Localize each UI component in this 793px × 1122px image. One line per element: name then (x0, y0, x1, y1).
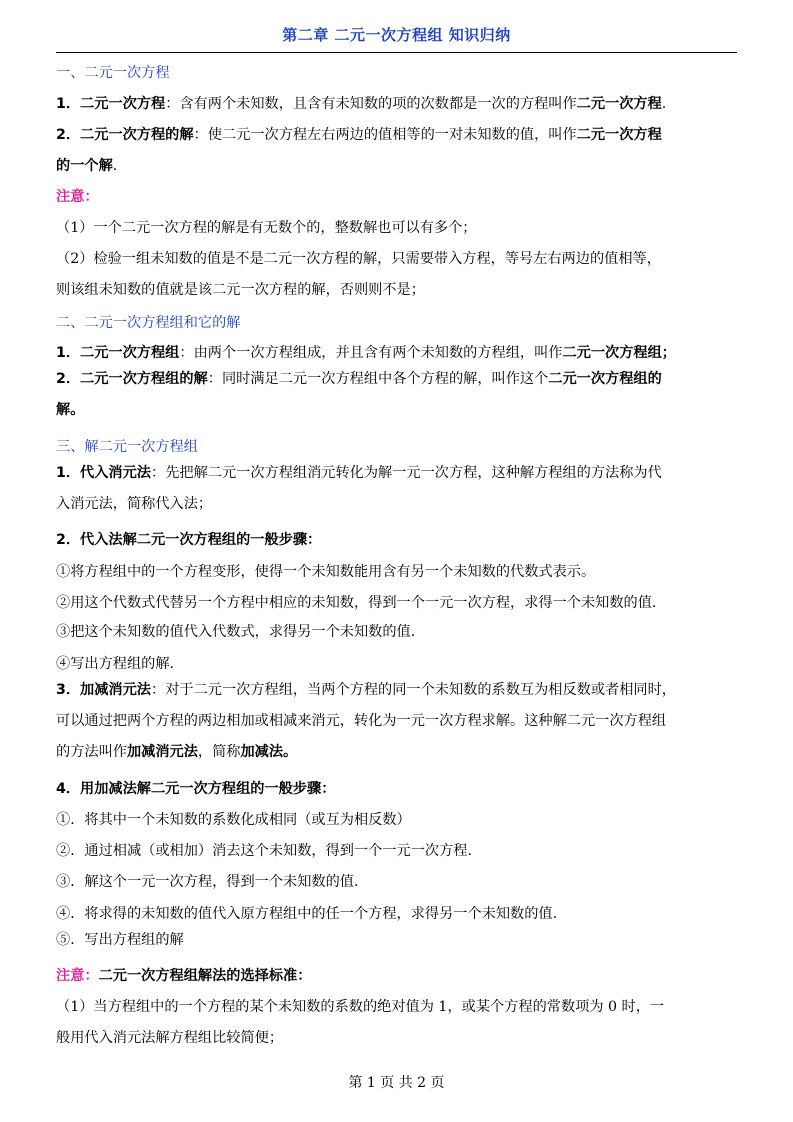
s1-p1-term: 二元一次方程 (576, 96, 662, 112)
s1-p2-end: . (112, 158, 118, 174)
s2-p2 (56, 369, 738, 389)
s3-p4-label (56, 779, 738, 799)
section-2-heading: 二、二元一次方程组和它的解 (56, 315, 241, 331)
s2-p2-cont (56, 400, 738, 420)
s3-p3-text-c: 的方法叫作 (56, 744, 127, 760)
s1-p1 (56, 94, 738, 114)
s1-p2-term1: 二元一次方程 (576, 127, 662, 143)
s3-step2-1: ①．将其中一个未知数的系数化成相同（或互为相反数） (56, 812, 411, 828)
s3-step1-3: ③把这个未知数的值代入代数式，求得另一个未知数的值. (56, 624, 416, 640)
s3-p3-mid: ，简称 (197, 744, 241, 760)
s1-p2-term2: 的一个解 (56, 158, 113, 174)
s2-p2-term2: 解。 (56, 402, 85, 418)
s1-p1-end: . (661, 96, 667, 112)
s1-note-label: 注意： (56, 189, 99, 205)
s3-p1-cont: 入消元法，简称代入法； (56, 496, 213, 512)
s1-note-2b: 则该组未知数的值就是该二元一次方程的解，否则则不是； (56, 282, 425, 298)
s3-note-title: 二元一次方程组解法的选择标准： (98, 968, 312, 984)
s3-p2-label-text: 2．代入法解二元一次方程组的一般步骤： (56, 532, 322, 548)
s3-p3-term1: 加减消元法 (126, 744, 198, 760)
s1-p2-text: ：使二元一次方程左右两边的值相等的一对未知数的值，叫作 (193, 127, 577, 143)
s3-note-label: 注意： (56, 968, 99, 984)
s2-p1-label: 1．二元一次方程组 (56, 345, 180, 361)
section-1-heading: 一、二元一次方程 (56, 65, 170, 81)
s3-p2-label (56, 530, 738, 550)
s3-step2-3: ③．解这个一元一次方程，得到一个未知数的值. (56, 874, 359, 890)
s3-p3-line3 (56, 742, 738, 762)
s1-p2 (56, 125, 738, 145)
s2-p2-text: ：同时满足二元一次方程组中各个方程的解，叫作这个 (207, 371, 549, 387)
s2-p2-label: 2．二元一次方程组的解 (56, 371, 208, 387)
s3-p1 (56, 463, 738, 483)
s3-p1-label: 1．代入消元法 (56, 465, 151, 481)
s1-p2-label: 2．二元一次方程的解 (56, 127, 194, 143)
s3-p3-label: 3．加减消元法 (56, 682, 151, 698)
s3-p4-label-text: 4．用加减法解二元一次方程组的一般步骤： (56, 781, 336, 797)
s3-step2-5: ⑤．写出方程组的解 (56, 932, 184, 948)
s3-p1-text-a: ：先把解二元一次方程组消元转化为解一元一次方程，这种解方程组的方法称为代 (151, 465, 662, 481)
s1-p2-cont (56, 156, 738, 176)
s3-step1-4: ④写出方程组的解. (56, 656, 175, 672)
s3-step1-1: ①将方程组中的一个方程变形，使得一个未知数能用含有另一个未知数的代数式表示。 (56, 564, 596, 580)
s1-note-1: （1）一个二元一次方程的解是有无数个的，整数解也可以有多个； (56, 220, 477, 236)
s3-step2-2: ②．通过相减（或相加）消去这个未知数，得到一个一元一次方程. (56, 843, 472, 859)
s1-p1-label: 1．二元一次方程 (56, 96, 166, 112)
s3-p3-line2: 可以通过把两个方程的两边相加或相减来消元，转化为一元一次方程求解。这种解二元一次方程组 (56, 713, 667, 729)
s3-step2-4: ④．将求得的未知数的值代入原方程组中的任一个方程，求得另一个未知数的值. (56, 906, 558, 922)
s1-p1-text: ：含有两个未知数，且含有未知数的项的次数都是一次的方程叫作 (165, 96, 577, 112)
s3-p3-term2: 加减法。 (240, 744, 298, 760)
s2-p2-term1: 二元一次方程组的 (548, 371, 662, 387)
header-divider (56, 52, 737, 53)
s3-note (56, 966, 738, 986)
s1-note-2a: （2）检验一组未知数的值是不是二元一次方程的解，只需要带入方程，等号左右两边的值相等， (56, 251, 661, 267)
section-3-heading: 三、解二元一次方程组 (56, 439, 198, 455)
s3-step1-2: ②用这个代数式代替另一个方程中相应的未知数，得到一个一元一次方程，求得一个未知数的值. (56, 595, 657, 611)
s3-note-1a: （1）当方程组中的一个方程的某个未知数的系数的绝对值为 1，或某个方程的常数项为 0 时，一 (56, 999, 665, 1015)
s2-p1 (56, 343, 738, 363)
page-number-footer: 第 1 页 共 2 页 (348, 1075, 445, 1091)
s3-p3-text-a: ：对于二元一次方程组，当两个方程的同一个未知数的系数互为相反数或者相同时， (151, 682, 676, 698)
s3-note-1b: 般用代入消元法解方程组比较简便； (56, 1030, 284, 1046)
s3-p3 (56, 680, 738, 700)
s2-p1-text: ：由两个一次方程组成，并且含有两个未知数的方程组，叫作 (179, 345, 563, 361)
page-header-title: 第二章 二元一次方程组 知识归纳 (282, 26, 511, 44)
s2-p1-term: 二元一次方程组； (562, 345, 676, 361)
